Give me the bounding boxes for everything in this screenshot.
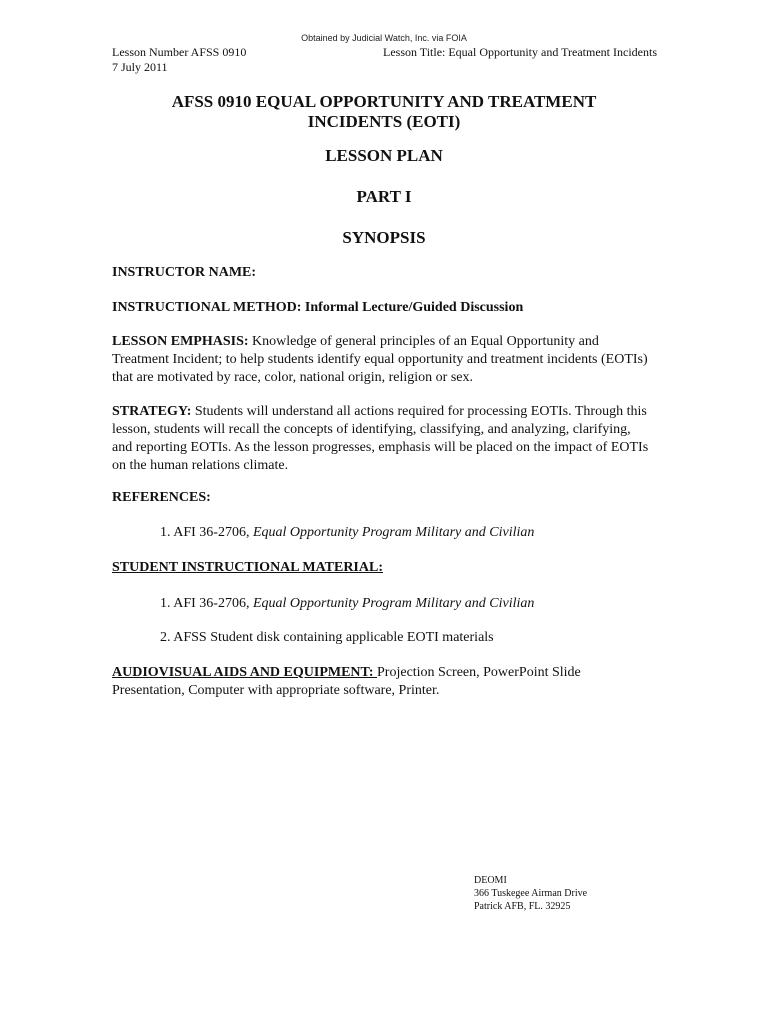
instructional-method: INSTRUCTIONAL METHOD: Informal Lecture/Guided Discussion xyxy=(112,300,524,315)
lesson-emphasis-label: LESSON EMPHASIS: xyxy=(112,334,249,349)
reference-item-prefix: 1. AFI 36-2706, xyxy=(160,525,253,540)
title-line-1: AFSS 0910 EQUAL OPPORTUNITY AND TREATMENT xyxy=(171,92,597,111)
strategy xyxy=(112,403,652,475)
audiovisual-text: Projection Screen, PowerPoint Slide Presentation, Computer with appropriate software, Printer. xyxy=(112,665,581,698)
student-material-item-prefix: 1. AFI 36-2706, xyxy=(160,596,253,611)
strategy-label: STRATEGY: xyxy=(112,404,192,419)
audiovisual-aids xyxy=(112,664,652,700)
lesson-emphasis xyxy=(112,333,652,387)
document-title xyxy=(0,92,768,132)
header-left xyxy=(112,45,246,75)
student-material-item-title: Equal Opportunity Program Military and Civilian xyxy=(252,596,535,611)
lesson-emphasis-text: Knowledge of general principles of an Equal Opportunity and Treatment Incident; to help students identify equal opportunity and treatment incidents (EOTIs) that are motivated by race, color, national origin, religion or sex. xyxy=(112,334,648,385)
student-material-item-prefix: 2. AFSS Student disk containing applicable EOTI materials xyxy=(160,630,494,645)
lesson-date: 7 July 2011 xyxy=(112,60,168,74)
title-line-2: INCIDENTS (EOTI) xyxy=(307,112,461,131)
lesson-number: Lesson Number AFSS 0910 xyxy=(112,45,247,59)
strategy-text: Students will understand all actions required for processing EOTIs. Through this lesson, students will recall the concepts of identifying, classifying, and analyzing, clarifying, and reporting EOTIs. As the lesson progresses, emphasis will be placed on the impact of EOTIs on the human relations climate. xyxy=(112,404,649,473)
lesson-plan-heading: LESSON PLAN xyxy=(325,146,443,165)
address-line-2: 366 Tuskegee Airman Drive xyxy=(474,888,588,899)
address-block xyxy=(474,874,587,913)
foia-watermark: Obtained by Judicial Watch, Inc. via FOIA xyxy=(301,33,467,43)
student-material-label: STUDENT INSTRUCTIONAL MATERIAL: xyxy=(112,560,383,575)
student-material-item xyxy=(160,595,534,613)
lesson-title-header: Lesson Title: Equal Opportunity and Treatment Incidents xyxy=(383,45,657,59)
references-label: REFERENCES: xyxy=(112,490,211,505)
address-line-3: Patrick AFB, FL. 32925 xyxy=(474,901,571,912)
synopsis-heading: SYNOPSIS xyxy=(342,228,426,247)
address-line-1: DEOMI xyxy=(474,875,507,886)
audiovisual-label: AUDIOVISUAL AIDS AND EQUIPMENT: xyxy=(112,665,378,680)
reference-item xyxy=(160,524,534,542)
part-heading: PART I xyxy=(356,187,412,206)
instructor-name-label: INSTRUCTOR NAME: xyxy=(112,265,257,280)
student-material-item xyxy=(160,629,494,647)
reference-item-title: Equal Opportunity Program Military and Civilian xyxy=(252,525,535,540)
